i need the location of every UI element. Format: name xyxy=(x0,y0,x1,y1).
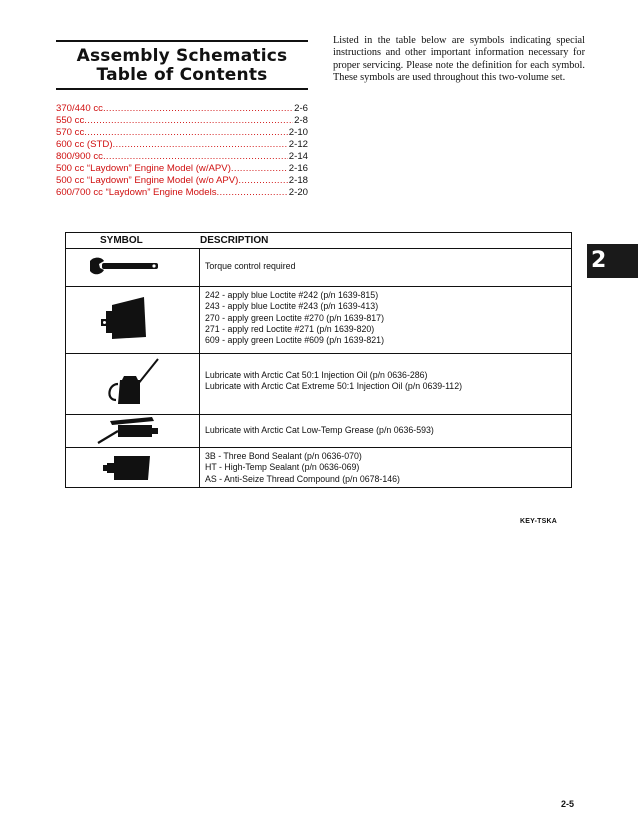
table-row xyxy=(66,354,571,415)
table-header xyxy=(66,233,571,249)
description-line: 242 - apply blue Loctite #242 (p/n 1639-815) xyxy=(205,290,379,300)
grease-gun-icon xyxy=(66,415,199,447)
chapter-tab: 2 xyxy=(587,244,638,278)
toc-list xyxy=(56,103,308,199)
description-line: 271 - apply red Loctite #271 (p/n 1639-820) xyxy=(205,323,375,334)
sealant-tube-icon xyxy=(66,448,199,487)
wrench-icon xyxy=(66,249,199,286)
toc-entry[interactable]: 550 cc ..... 2-8 xyxy=(56,115,308,127)
description-column-header: DESCRIPTION xyxy=(200,235,269,246)
table-row xyxy=(66,415,571,448)
table-row xyxy=(66,448,571,487)
description-line: Lubricate with Arctic Cat Low-Temp Grease (p/n 0636-593) xyxy=(205,425,434,435)
description-line: 243 - apply blue Loctite #243 (p/n 1639-413) xyxy=(205,301,379,312)
toc-entry[interactable]: 500 cc “Laydown” Engine Model (w/o APV) ..... 2-18 xyxy=(56,175,308,187)
symbol-column-header: SYMBOL xyxy=(100,235,143,246)
toc-entry[interactable]: 370/440 cc ..... 2-6 xyxy=(56,103,308,115)
table-row xyxy=(66,249,571,287)
page-number: 2-5 xyxy=(561,799,575,809)
symbol-table xyxy=(65,232,572,488)
table-row xyxy=(66,287,571,354)
toc-title-line2: Table of Contents xyxy=(96,65,268,85)
description-line: Torque control required xyxy=(205,261,296,271)
description-line: Lubricate with Arctic Cat 50:1 Injection Oil (p/n 0636-286) xyxy=(205,370,428,380)
description-line: 3B - Three Bond Sealant (p/n 0636-070) xyxy=(205,451,362,461)
toc-entry[interactable]: 600 cc (STD) ..... 2-12 xyxy=(56,139,308,151)
intro-paragraph: Listed in the table below are symbols indicating special instructions and other important information necessary for proper servicing. Please note the definition for each symbol. These symbols are used throughout this two-volume set. xyxy=(333,35,585,83)
toc-entry[interactable]: 570 cc ..... 2-10 xyxy=(56,127,308,139)
toc-entry[interactable]: 600/700 cc “Laydown” Engine Models ..... 2-20 xyxy=(56,187,308,199)
toc-entry[interactable]: 800/900 cc ..... 2-14 xyxy=(56,151,308,163)
description-line: HT - High-Temp Sealant (p/n 0636-069) xyxy=(205,462,360,473)
description-line: AS - Anti-Seize Thread Compound (p/n 0678-146) xyxy=(205,473,400,484)
toc-entry[interactable]: 500 cc “Laydown” Engine Model (w/APV) ..... 2-16 xyxy=(56,163,308,175)
toc-heading-box xyxy=(56,40,308,90)
description-line: 609 - apply green Loctite #609 (p/n 1639-821) xyxy=(205,335,384,346)
description-line: Lubricate with Arctic Cat Extreme 50:1 Injection Oil (p/n 0639-112) xyxy=(205,381,463,392)
description-line: 270 - apply green Loctite #270 (p/n 1639-817) xyxy=(205,312,384,323)
toc-title-line1: Assembly Schematics xyxy=(76,46,288,66)
oil-can-icon xyxy=(66,354,199,414)
figure-reference-code: KEY-TSKA xyxy=(520,518,557,525)
loctite-bottle-icon xyxy=(66,287,199,353)
